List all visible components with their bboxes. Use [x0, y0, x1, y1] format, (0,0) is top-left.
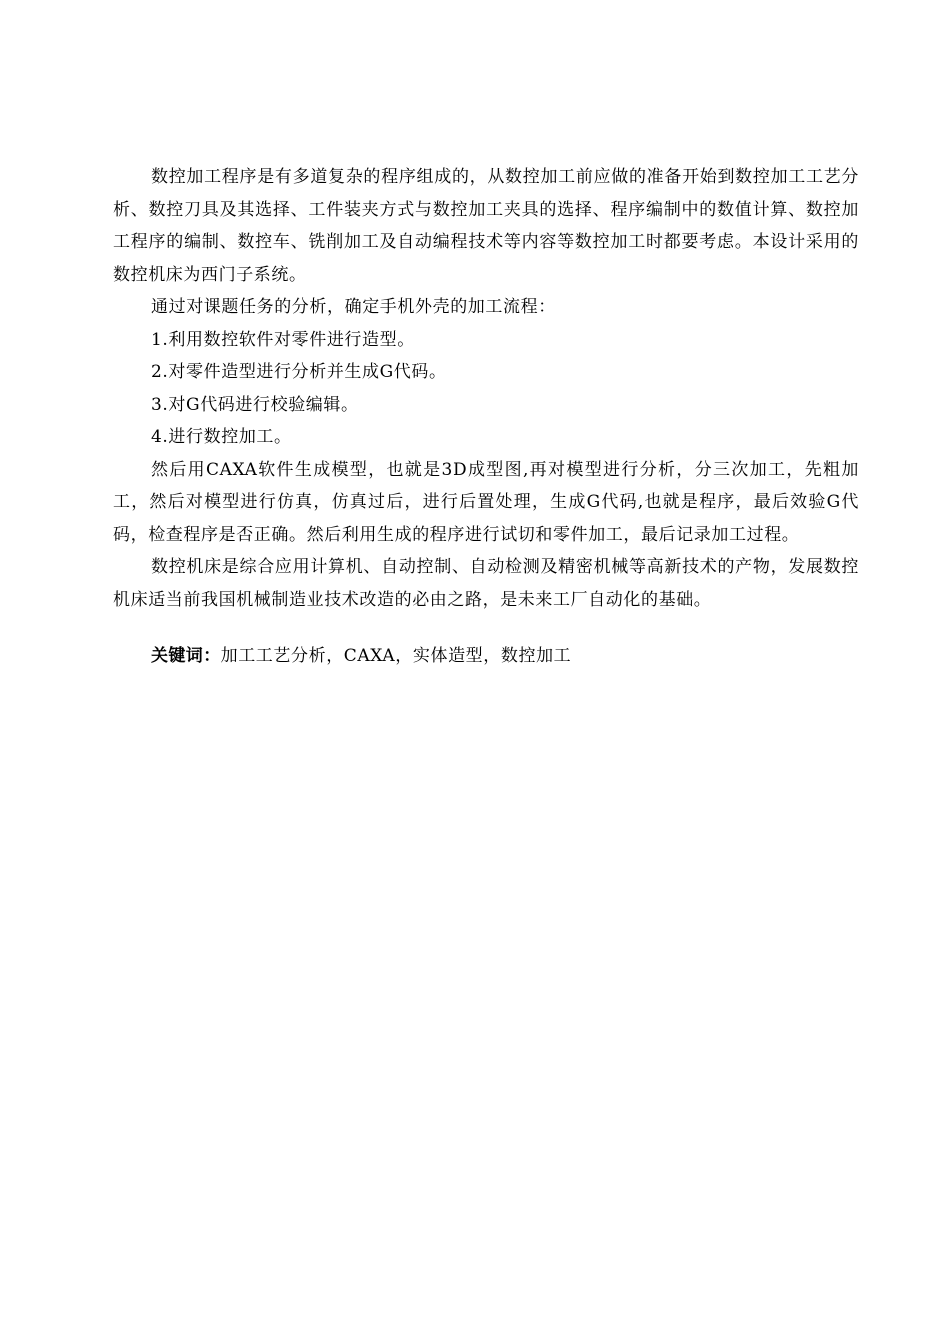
process-step-1: 1.利用数控软件对零件进行造型。	[151, 329, 415, 350]
process-intro-paragraph: 通过对课题任务的分析，确定手机外壳的加工流程：	[151, 297, 556, 317]
document-page	[113, 161, 859, 673]
process-step-2: 2.对零件造型进行分析并生成G代码。	[151, 362, 447, 382]
caxa-paragraph: 然后用CAXA软件生成模型，也就是3D成型图,再对模型进行分析，分三次加工，先粗加工，然后对模型进行仿真，仿真过后，进行后置处理，生成G代码,也就是程序，最后效验G代码，检查程序是否正确。然后利用生成的程序进行试切和零件加工，最后记录加工过程。	[113, 459, 859, 545]
process-step-3: 3.对G代码进行校验编辑。	[151, 394, 359, 415]
process-step-4: 4.进行数控加工。	[151, 427, 292, 447]
conclusion-paragraph: 数控机床是综合应用计算机、自动控制、自动检测及精密机械等高新技术的产物，发展数控机床适当前我国机械制造业技术改造的必由之路，是未来工厂自动化的基础。	[113, 557, 859, 610]
keywords-label: 关键词：	[151, 646, 221, 666]
intro-paragraph: 数控加工程序是有多道复杂的程序组成的，从数控加工前应做的准备开始到数控加工工艺分析、数控刀具及其选择、工件装夹方式与数控加工夹具的选择、程序编制中的数值计算、数控加工程序的编制、数控车、铣削加工及自动编程技术等内容等数控加工时都要考虑。本设计采用的数控机床为西门子系统。	[113, 167, 859, 285]
keywords-value: 加工工艺分析，CAXA，实体造型，数控加工	[220, 646, 572, 666]
keywords-line	[113, 640, 859, 673]
